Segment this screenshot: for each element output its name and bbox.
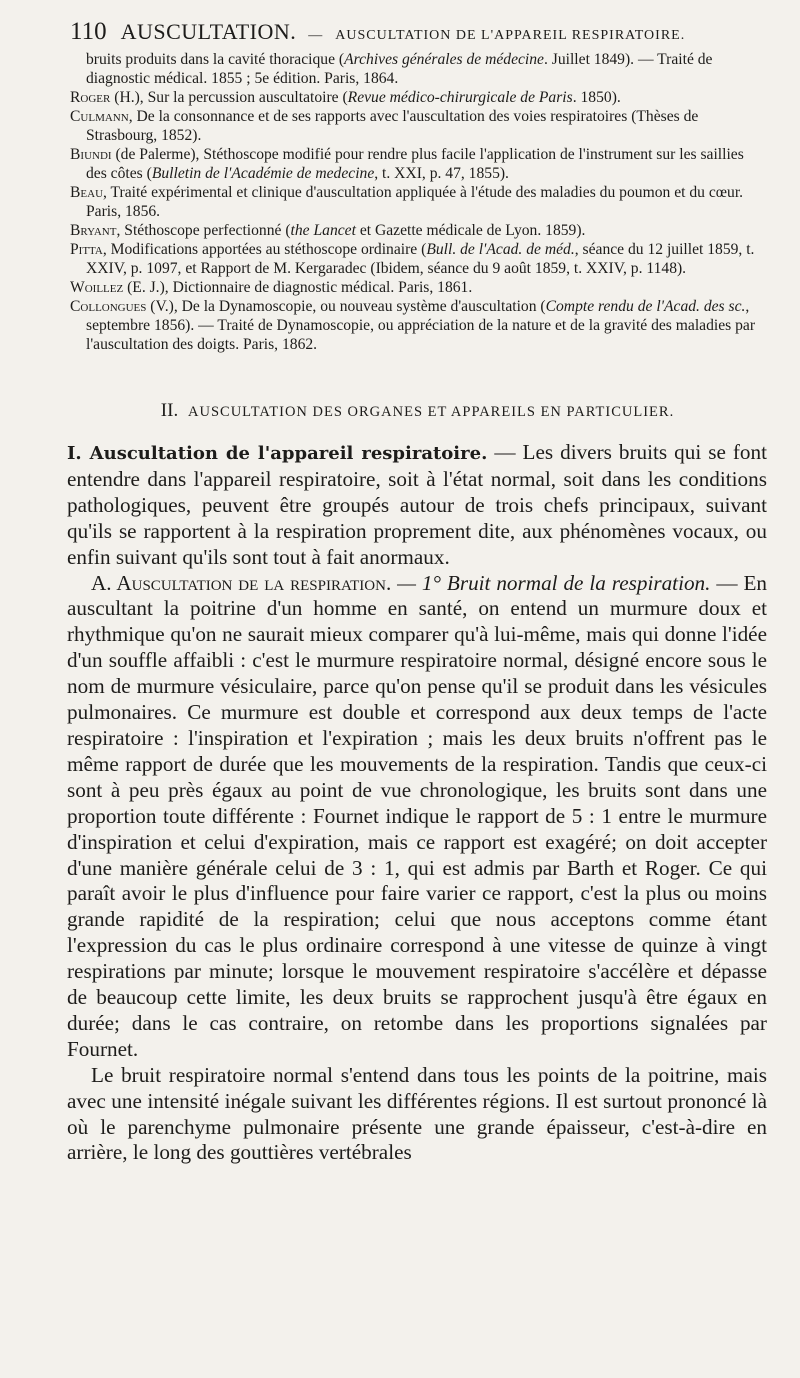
bibliography-list (70, 50, 765, 354)
reference-entry: Roger (H.), Sur la percussion auscultatoire (Revue médico-chirurgicale de Paris. 1850). (70, 89, 621, 106)
main-text (67, 440, 767, 1166)
subsection-heading: I. Auscultation de l'appareil respiratoire. (67, 443, 488, 464)
paragraph: Le bruit respiratoire normal s'entend dans tous les points de la poitrine, mais avec une intensité inégale suivant les différentes régions. Il est surtout prononcé là où le parenchyme pulmonaire présente une grande épaisseur, c'est-à-dire en arrière, le long des gouttières vertébrales (67, 1062, 767, 1165)
reference-entry: Biundi (de Palerme), Stéthoscope modifié pour rendre plus facile l'application de l'instrument sur les saillies des côtes (Bulletin de l'Académie de medecine, t. XXI, p. 47, 1855). (70, 146, 744, 182)
reference-author: Bryant (70, 222, 117, 239)
reference-author: Pitta (70, 241, 103, 258)
reference-author: Woillez (70, 279, 124, 296)
section-title: AUSCULTATION DES ORGANES ET APPAREILS EN PARTICULIER. (188, 404, 675, 420)
header-subtitle: AUSCULTATION DE L'APPAREIL RESPIRATOIRE. (335, 28, 686, 43)
reference-author: Beau (70, 184, 104, 201)
section-number: II. (160, 400, 179, 421)
reference-author: Collongues (70, 298, 147, 315)
reference-entry: Collongues (V.), De la Dynamoscopie, ou nouveau système d'auscultation (Compte rendu de l'Acad. des sc., septembre 1856). — Traité de Dynamoscopie, ou appréciation de la nature et de la gravité des maladies par l'auscultation des doigts. Paris, 1862. (70, 298, 756, 353)
reference-entry: Bryant, Stéthoscope perfectionné (the Lancet et Gazette médicale de Lyon. 1859). (70, 222, 586, 239)
reference-author: Culmann (70, 108, 129, 125)
page-number: 110 (70, 18, 107, 45)
reference-entry: Woillez (E. J.), Dictionnaire de diagnostic médical. Paris, 1861. (70, 279, 473, 296)
reference-author: Biundi (70, 146, 112, 163)
header-dash: — (308, 28, 324, 43)
header-title: AUSCULTATION. (120, 19, 297, 44)
section-heading (70, 400, 765, 422)
subsection-label: A. Auscultation de la respiration. (91, 570, 392, 595)
reference-entry: Beau, Traité expérimental et clinique d'auscultation appliquée à l'étude des maladies du poumon et du cœur. Paris, 1856. (70, 184, 744, 220)
running-header (70, 18, 770, 46)
subsection-subtitle: — 1° Bruit normal de la respiration. (391, 570, 711, 595)
reference-author: Roger (70, 89, 111, 106)
reference-entry: Culmann, De la consonnance et de ses rapports avec l'auscultation des voies respiratoires (Thèses de Strasbourg, 1852). (70, 108, 699, 144)
paragraph: I. Auscultation de l'appareil respiratoire. — Les divers bruits qui se font entendre dans l'appareil respiratoire, soit à l'état normal, soit dans les conditions pathologiques, peuvent être groupés autour de trois chefs principaux, suivant qu'ils se rapportent à la respiration proprement dite, aux phénomènes vocaux, ou enfin suivant qu'ils sont tout à fait anormaux. (67, 440, 767, 569)
paragraph: A. Auscultation de la respiration. — 1° Bruit normal de la respiration. — En auscultant la poitrine d'un homme en santé, on entend un murmure doux et rhythmique qu'on ne saurait mieux comparer qu'à lui-même, mais qui donne l'idée d'un souffle affaibli : c'est le murmure respiratoire normal, désigné encore sous le nom de murmure vésiculaire, parce qu'on pense qu'il se produit dans les vésicules pulmonaires. Ce murmure est double et correspond aux deux temps de l'acte respiratoire : l'inspiration et l'expiration ; mais les deux bruits n'offrent pas le même rapport de durée que les mouvements de la respiration. Tandis que ceux-ci sont à peu près égaux au point de vue chronologique, les bruits sont dans une proportion toute différente : Fournet indique le rapport de 5 : 1 entre le murmure d'inspiration et celui d'expiration, mais ce rapport est exagéré; on doit accepter d'une manière générale celui de 3 : 1, qui est admis par Barth et Roger. Ce qui paraît avoir le plus d'influence pour faire varier ce rapport, c'est la plus ou moins grande rapidité de la respiration; celui que nous acceptons comme étant l'expression du cas le plus ordinaire correspond à une vitesse de quinze à vingt respirations par minute; lorsque le mouvement respiratoire s'accélère et dépasse de beaucoup cette limite, les deux bruits se rapprochent jusqu'à être égaux en durée; dans le cas contraire, on retombe dans les proportions signalées par Fournet. (67, 570, 767, 1061)
reference-entry: Pitta, Modifications apportées au stéthoscope ordinaire (Bull. de l'Acad. de méd., séance du 12 juillet 1859, t. XXIV, p. 1097, et Rapport de M. Kergaradec (Ibidem, séance du 9 août 1859, t. XXIV, p. 1148). (70, 241, 755, 277)
reference-entry: bruits produits dans la cavité thoracique (Archives générales de médecine. Juillet 1849). — Traité de diagnostic médical. 1855 ; 5e édition. Paris, 1864. (86, 51, 713, 87)
